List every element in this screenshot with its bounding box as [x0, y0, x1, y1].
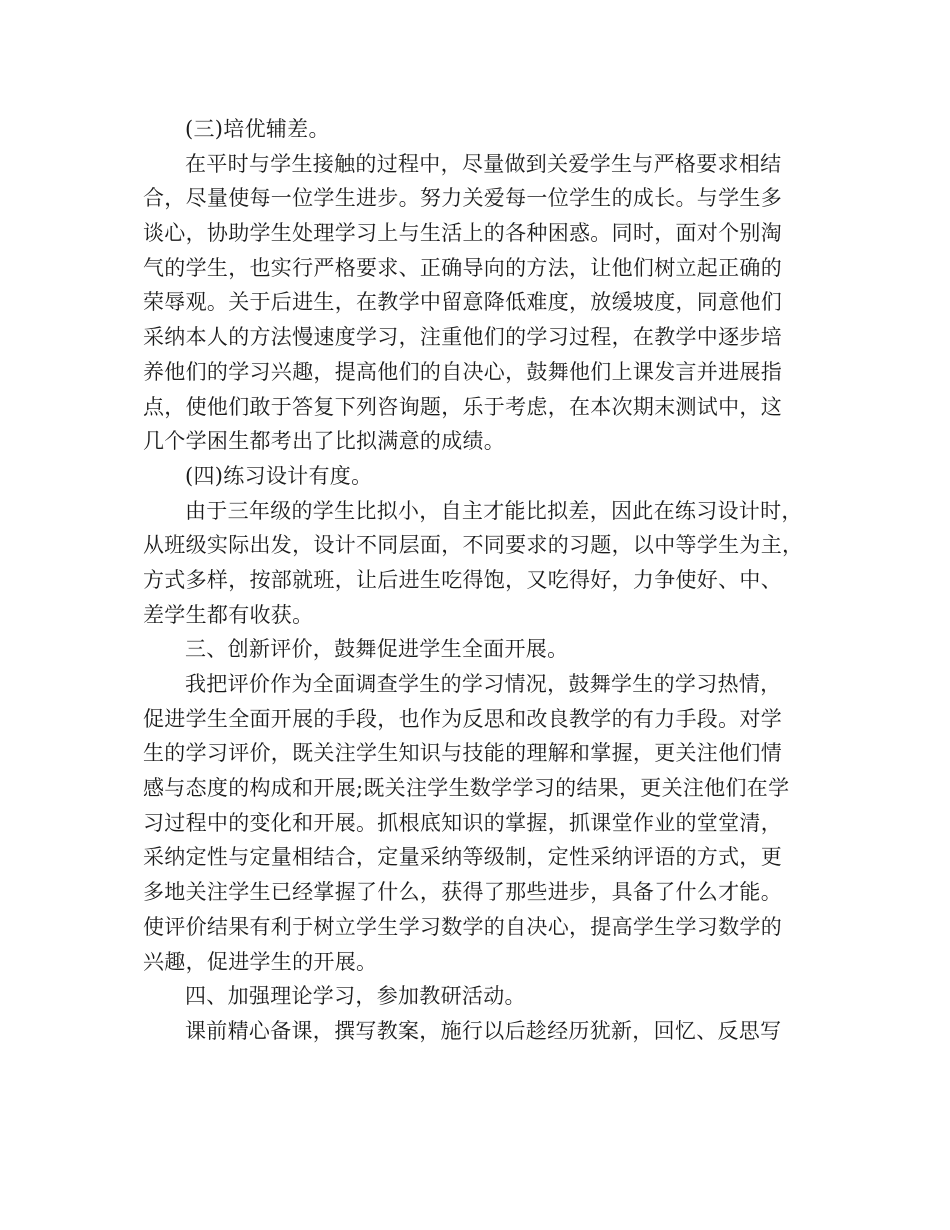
text-line: 荣辱观。关于后进生，在教学中留意降低难度，放缓坡度，同意他们: [143, 290, 782, 315]
text-line: 兴趣，促进学生的开展。: [143, 949, 378, 974]
text-line: 感与态度的构成和开展;既关注学生数学学习的结果，更关注他们在学: [143, 776, 790, 801]
text-line: 促进学生全面开展的手段，也作为反思和改良教学的有力手段。对学: [143, 706, 782, 731]
text-line: 气的学生，也实行严格要求、正确导向的方法，让他们树立起正确的: [143, 255, 782, 280]
text-line: 点，使他们敢于答复下列咨询题，乐于考虑，在本次期末测试中，这: [143, 394, 782, 419]
text-line: 四、加强理论学习，参加教研活动。: [185, 984, 526, 1009]
text-line: 合，尽量使每一位学生进步。努力关爱每一位学生的成长。与学生多: [143, 186, 782, 211]
text-line: 差学生都有收获。: [143, 602, 314, 627]
text-line: 养他们的学习兴趣，提高他们的自决心，鼓舞他们上课发言并进展指: [143, 359, 782, 384]
text-line: 我把评价作为全面调查学生的学习情况，鼓舞学生的学习热情，: [185, 672, 782, 696]
text-line: 采纳定性与定量相结合，定量采纳等级制，定性采纳评语的方式，更: [143, 845, 782, 870]
text-line: 使评价结果有利于树立学生学习数学的自决心，提高学生学习数学的: [143, 914, 782, 939]
text-line: 由于三年级的学生比拟小，自主才能比拟差，因此在练习设计时，: [185, 498, 803, 523]
text-line: (三)培优辅差。: [185, 117, 330, 141]
text-line: 几个学困生都考出了比拟满意的成绩。: [143, 429, 506, 454]
text-line: 多地关注学生已经掌握了什么，获得了那些进步，具备了什么才能。: [143, 880, 782, 905]
text-line: 习过程中的变化和开展。抓根底知识的掌握，抓课堂作业的堂堂清，: [143, 810, 782, 835]
document-body: [143, 112, 823, 1049]
text-line: 谈心，协助学生处理学习上与生活上的各种困惑。同时，面对个别淘: [143, 221, 782, 246]
text-line: 课前精心备课，撰写教案，施行以后趁经历犹新，回忆、反思写: [185, 1018, 782, 1043]
text-line: 在平时与学生接触的过程中，尽量做到关爱学生与严格要求相结: [185, 151, 782, 176]
text-line: 方式多样，按部就班，让后进生吃得饱，又吃得好，力争使好、中、: [143, 567, 782, 592]
text-line: 生的学习评价，既关注学生知识与技能的理解和掌握，更关注他们情: [143, 741, 782, 766]
text-line: (四)练习设计有度。: [185, 463, 373, 488]
text-line: 三、创新评价，鼓舞促进学生全面开展。: [185, 637, 569, 662]
text-line: 采纳本人的方法慢速度学习，注重他们的学习过程，在教学中逐步培: [143, 325, 782, 350]
text-line: 从班级实际出发，设计不同层面，不同要求的习题，以中等学生为主，: [143, 533, 804, 558]
